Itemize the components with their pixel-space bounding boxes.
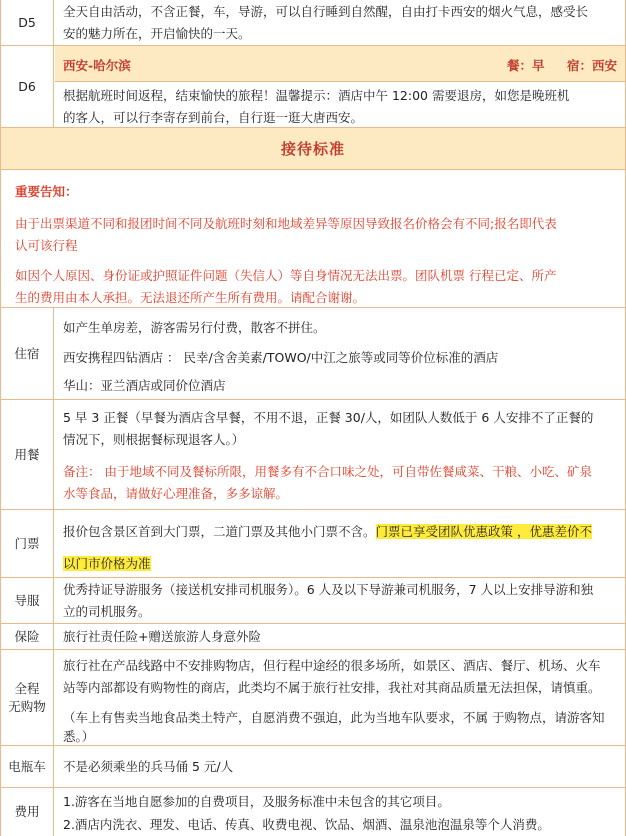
- day-text-line: 安的魅力所在，开启愉快的一天。: [63, 26, 251, 41]
- day-label: D6: [1, 46, 54, 127]
- day-row-d5: [1, 0, 625, 46]
- row-label: 保险: [1, 624, 54, 649]
- lodging-line: 西安携程四钻酒店 ： 民幸/含舍美素/TOWO/中江之旅等或同等价位标准的酒店: [63, 350, 499, 365]
- day-text-line: 全天自由活动，不含正餐，车，导游，可以自行睡到自然醒，自由打卡西安的烟火气息，感受长: [63, 4, 589, 19]
- row-fees: [1, 788, 625, 836]
- row-label: 费用: [1, 788, 54, 836]
- row-guide: [1, 578, 625, 624]
- lodging-line: 华山：亚兰酒店或同价位酒店: [63, 378, 226, 393]
- notice-text: 认可该行程: [15, 238, 78, 253]
- day-label: D5: [1, 0, 54, 45]
- important-notice: [1, 170, 625, 308]
- row-label: 用餐: [1, 400, 54, 509]
- ecar-line: 不是必须乘坐的兵马俑 5 元/人: [63, 759, 234, 774]
- stay-info: 宿：西安: [567, 58, 618, 73]
- day-row-d6: [1, 46, 625, 128]
- meals-line: 5 早 3 正餐（早餐为酒店含早餐，不用不退，正餐 30/人，如团队人数低于 6 人安排不了正餐的: [63, 410, 594, 425]
- shopping-line: 站等内部都设有购物性的商店，此类均不属于旅行社安排，我社对其商品质量无法担保，请慎重。: [63, 680, 601, 695]
- row-label-line: 无购物: [8, 698, 46, 714]
- fees-line: 1.游客在当地自愿参加的自费项目，及服务标准中未包含的其它项目。: [63, 794, 450, 809]
- route-title: 西安-哈尔滨: [63, 58, 131, 73]
- notice-text: 如因个人原因、身份证或护照证件问题（失信人）等自身情况无法出票。团队机票 行程已定、所产: [15, 268, 557, 283]
- tickets-text: 报价包含景区首到大门票，二道门票及其他小门票不含。: [63, 524, 376, 539]
- row-label: 电瓶车: [1, 746, 54, 787]
- row-label: [1, 650, 54, 745]
- row-tickets: [1, 510, 625, 578]
- row-label: 住宿: [1, 308, 54, 399]
- shopping-line: 悉。）: [63, 729, 95, 744]
- row-label: 导服: [1, 578, 54, 623]
- row-electric-car: [1, 746, 625, 788]
- notice-text: 由于出票渠道不同和报团时间不同及航班时刻和地域差异等原因导致报名价格会有不同;报名即代表: [15, 216, 557, 231]
- row-shopping: [1, 650, 625, 746]
- notice-text: 生的费用由本人承担。无法退还所产生所有费用。请配合谢谢。: [15, 290, 366, 305]
- route-header: [55, 46, 625, 82]
- lodging-line: 如产生单房差，游客需另行付费，散客不拼住。: [63, 320, 326, 335]
- day-text-line: 的客人，可以行李寄存到前台，自行逛一逛大唐西安。: [63, 110, 364, 125]
- section-title: 接待标准: [1, 128, 625, 170]
- fees-line: 2.酒店内洗衣、理发、电话、传真、收费电视、饮品、烟酒、温泉池泡温泉等个人消费。: [63, 817, 550, 832]
- day-text-line: 根据航班时间返程，结束愉快的旅程！温馨提示：酒店中午 12:00 需要退房，如您是晚班机: [63, 88, 570, 103]
- row-lodging: [1, 308, 625, 400]
- guide-line: 立的司机服务。: [63, 604, 151, 619]
- tickets-line: [63, 552, 617, 575]
- insurance-line: 旅行社责任险+赠送旅游人身意外险: [63, 629, 261, 644]
- tickets-line: [63, 520, 617, 543]
- row-insurance: [1, 624, 625, 650]
- guide-line: 优秀持证导游服务（接送机安排司机服务）。6 人及以下导游兼司机服务，7 人以上安排导游和独: [63, 582, 594, 597]
- meals-note: 备注： 由于地域不同及餐标所限，用餐多有不合口味之处，可自带佐餐咸菜、干粮、小吃、矿泉: [63, 464, 592, 479]
- tickets-highlight: 以门市价格为准: [63, 556, 151, 571]
- tickets-highlight: 门票已享受团队优惠政策 ，优惠差价不: [375, 524, 592, 539]
- meals-line: 情况下，则根据餐标现退客人。）: [63, 432, 245, 447]
- row-meals: [1, 400, 625, 510]
- row-label-line: 全程: [14, 680, 40, 696]
- shopping-line: 旅行社在产品线路中不安排购物店，但行程中途经的很多场所，如景区、酒店、餐厅、机场、火车: [63, 658, 601, 673]
- meal-info: 餐：早: [507, 58, 545, 73]
- notice-heading: 重要告知：: [15, 184, 78, 199]
- meals-note: 水等食品，请做好心理准备，多多谅解。: [63, 486, 289, 501]
- row-label: 门票: [1, 510, 54, 577]
- shopping-line: （车上有售卖当地食品类土特产，自愿消费不强迫，此为当地车队要求，不属 于购物点，请游客知: [63, 710, 605, 725]
